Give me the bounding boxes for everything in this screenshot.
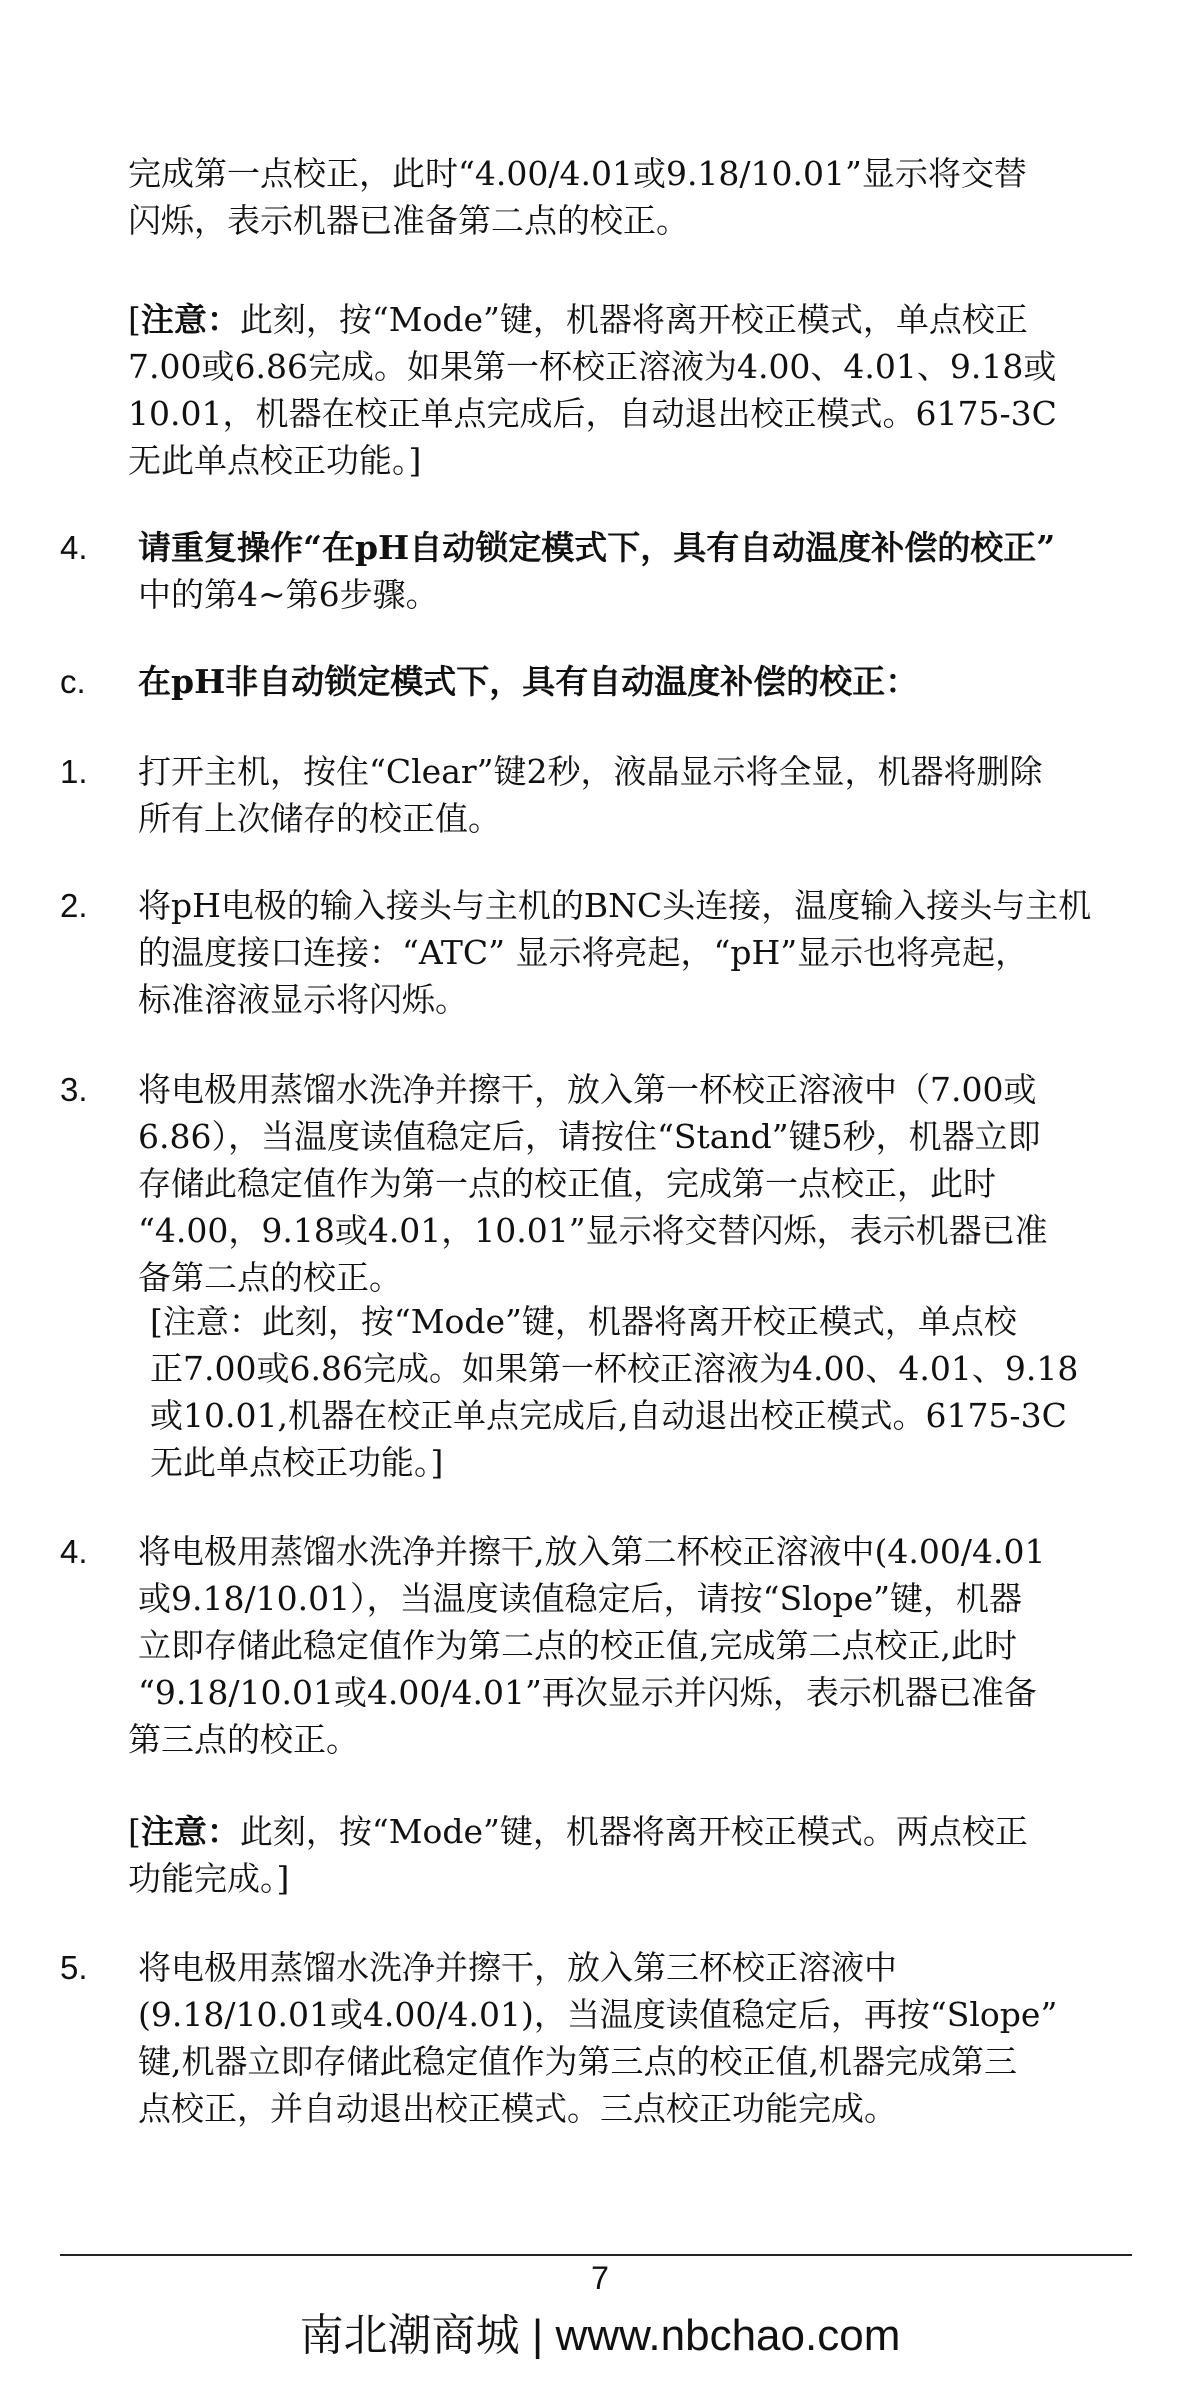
footer-divider (60, 2254, 1132, 2256)
intro-paragraph (128, 150, 1138, 244)
text-line: 点校正，并自动退出校正模式。三点校正功能完成。 (138, 2089, 897, 2128)
text-line: 正7.00或6.86完成。如果第一杯校正溶液为4.00、4.01、9.18 (150, 1349, 1079, 1388)
step-1-text (138, 748, 1138, 842)
footer-site-link[interactable]: 南北潮商城 | www.nbchao.com (299, 2311, 901, 2360)
text-line: 将电极用蒸馏水洗净并擦干,放入第二杯校正溶液中(4.00/4.01 (138, 1532, 1046, 1571)
note-label: 注意： (140, 300, 240, 339)
text-line: 无此单点校正功能。] (150, 1443, 444, 1482)
note-bracket: [ (128, 1812, 141, 1851)
note-label: 注意： (140, 1812, 240, 1851)
step-number: 3. (60, 1071, 88, 1108)
step-5-text (138, 1944, 1138, 2132)
page-number: 7 (591, 2260, 609, 2296)
step-number: 4. (60, 529, 88, 566)
note-paragraph-2 (128, 1808, 1138, 1902)
section-heading: 在pH非自动锁定模式下，具有自动温度补偿的校正： (138, 662, 919, 701)
text-line: 请重复操作“在pH自动锁定模式下，具有自动温度补偿的校正” (138, 528, 1056, 567)
text-line: 的温度接口连接：“ATC” 显示将亮起，“pH”显示也将亮起， (138, 933, 1029, 972)
text-line: 10.01，机器在校正单点完成后，自动退出校正模式。6175-3C (128, 394, 1057, 433)
text-line: 7.00或6.86完成。如果第一杯校正溶液为4.00、4.01、9.18或 (128, 347, 1057, 386)
text-line: (9.18/10.01或4.00/4.01)，当温度读值稳定后，再按“Slope” (138, 1995, 1058, 2034)
step-4-text (128, 1528, 1138, 1763)
text-line: “9.18/10.01或4.00/4.01”再次显示并闪烁，表示机器已准备 (138, 1673, 1037, 1712)
text-line: “4.00，9.18或4.01，10.01”显示将交替闪烁，表示机器已准 (138, 1211, 1048, 1250)
text-line: 打开主机，按住“Clear”键2秒，液晶显示将全显，机器将删除 (138, 752, 1043, 791)
text-line: [注意：此刻，按“Mode”键，机器将离开校正模式，单点校 (150, 1302, 1017, 1341)
text-line: 标准溶液显示将闪烁。 (138, 980, 468, 1019)
step-3-note (150, 1298, 1140, 1486)
text-line: 此刻，按“Mode”键，机器将离开校正模式，单点校正 (239, 300, 1028, 339)
text-line: 将电极用蒸馏水洗净并擦干，放入第三杯校正溶液中 (138, 1948, 897, 1987)
text-line: 闪烁，表示机器已准备第二点的校正。 (128, 201, 689, 240)
text-line: 完成第一点校正，此时“4.00/4.01或9.18/10.01”显示将交替 (128, 154, 1027, 193)
step-number: 1. (60, 753, 88, 790)
note-paragraph-1 (128, 296, 1138, 484)
text-line: 将pH电极的输入接头与主机的BNC头连接，温度输入接头与主机 (138, 886, 1092, 925)
text-line: 6.86），当温度读值稳定后，请按住“Stand”键5秒，机器立即 (138, 1117, 1041, 1156)
text-line: 所有上次储存的校正值。 (138, 799, 501, 838)
text-line: 将电极用蒸馏水洗净并擦干，放入第一杯校正溶液中（7.00或 (138, 1070, 1037, 1109)
text-line: 中的第4~第6步骤。 (138, 575, 439, 614)
step-number: 2. (60, 887, 88, 924)
text-line: 备第二点的校正。 (138, 1258, 402, 1297)
step-2-text (138, 882, 1138, 1023)
note-bracket: [ (128, 300, 141, 339)
section-label: c. (60, 663, 86, 700)
text-line: 存储此稳定值作为第一点的校正值，完成第一点校正，此时 (138, 1164, 996, 1203)
text-line: 键,机器立即存储此稳定值作为第三点的校正值,机器完成第三 (138, 2042, 1017, 2081)
text-line: 此刻，按“Mode”键，机器将离开校正模式。两点校正 (239, 1812, 1028, 1851)
step-4-repeat-text (138, 524, 1138, 618)
step-number: 4. (60, 1533, 88, 1570)
text-line: 或9.18/10.01），当温度读值稳定后，请按“Slope”键，机器 (138, 1579, 1022, 1618)
text-line: 功能完成。] (128, 1859, 290, 1898)
text-line: 立即存储此稳定值作为第二点的校正值,完成第二点校正,此时 (138, 1626, 1017, 1665)
text-line: 第三点的校正。 (128, 1720, 359, 1759)
step-3-text (138, 1066, 1138, 1301)
text-line: 无此单点校正功能。] (128, 441, 422, 480)
text-line: 或10.01,机器在校正单点完成后,自动退出校正模式。6175-3C (150, 1396, 1067, 1435)
step-number: 5. (60, 1949, 88, 1986)
